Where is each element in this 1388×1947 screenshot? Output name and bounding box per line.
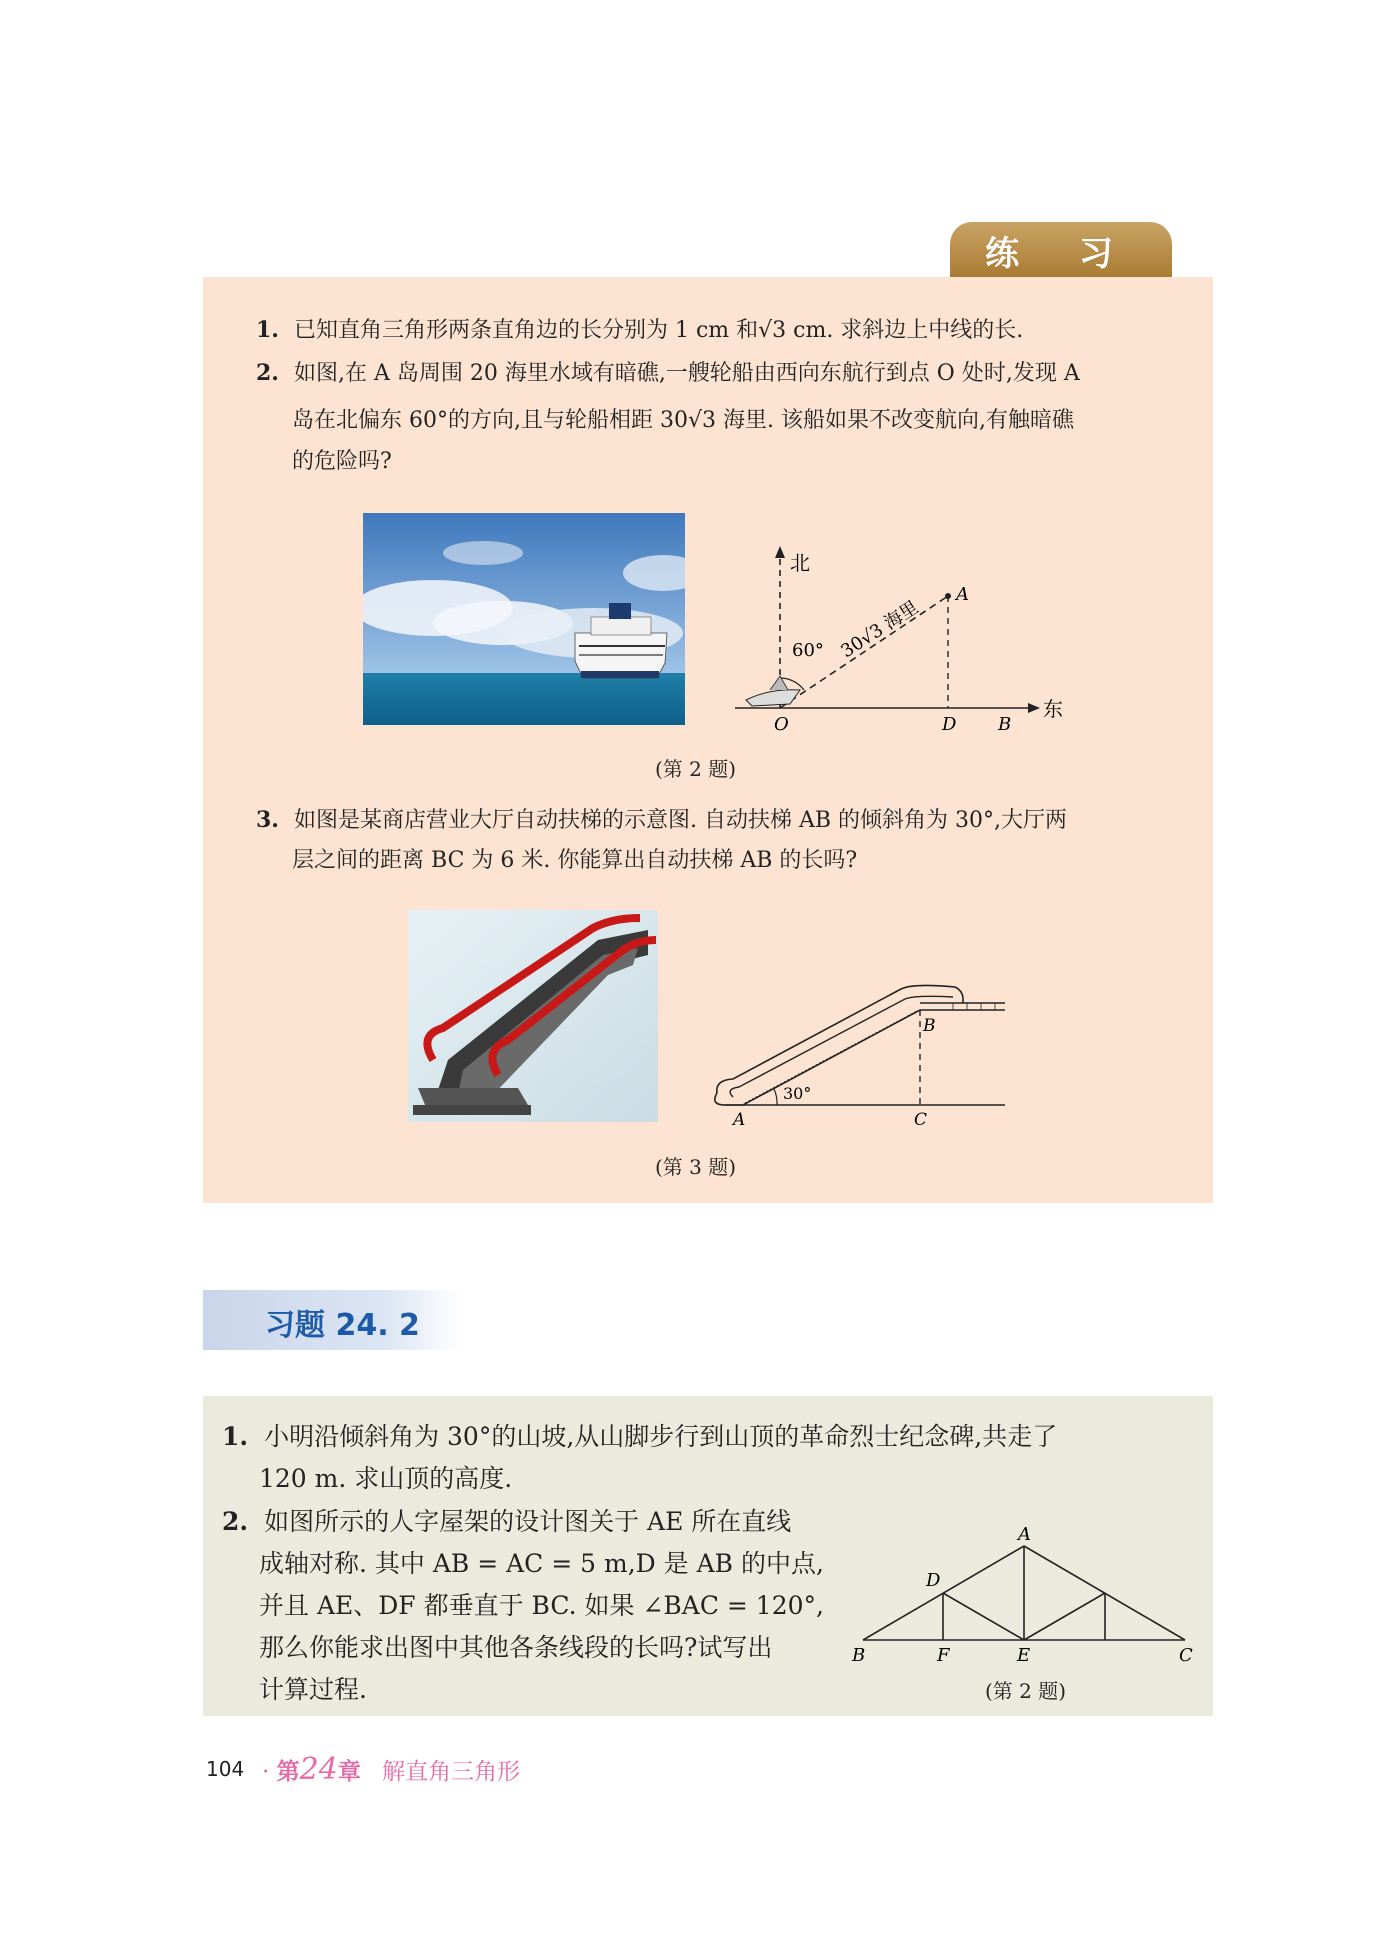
exercise-title: 习题 24. 2 [265,1308,420,1343]
point-O-label: O [774,714,789,735]
question-text: 已知直角三角形两条直角边的长分别为 1 cm 和√3 cm. 求斜边上中线的长. [293,318,1024,343]
practice-question-1 [256,319,1023,342]
distance-label: 30√3 海里 [837,596,923,663]
practice-question-2 [256,362,1080,385]
question-number: 3. [256,807,279,833]
question-text: 小明沿倾斜角为 30°的山坡,从山脚步行到山顶的革命烈士纪念碑,共走了 [264,1422,1058,1451]
chapter-suffix: 章 [337,1758,361,1785]
q3-diagram [705,975,1015,1140]
point-B-label: B [998,714,1012,735]
question-number: 2. [256,360,279,386]
angle-label: 60° [792,640,824,661]
east-label: 东 [1043,697,1063,721]
figure-caption: (第 2 题) [985,1679,1067,1703]
practice-tab-label: 练 习 [985,233,1137,274]
point-E-label: E [1017,1645,1031,1666]
question-text: 那么你能求出图中其他各条线段的长吗?试写出 [259,1633,773,1662]
angle-label: 30° [783,1084,812,1103]
question-text: 如图,在 A 岛周围 20 海里水域有暗礁,一艘轮船由西向东航行到点 O 处时,发现 A [293,361,1080,386]
chapter-number: 24 [299,1752,338,1787]
page-number: 104 [206,1757,245,1781]
question-text: 如图是某商店营业大厅自动扶梯的示意图. 自动扶梯 AB 的倾斜角为 30°,大厅两 [293,808,1067,833]
point-C-label: C [1179,1645,1193,1666]
question-text: 岛在北偏东 60°的方向,且与轮船相距 30√3 海里. 该船如果不改变航向,有触暗礁 [292,408,1074,433]
exercise-question-1 [222,1417,1057,1453]
chapter-footer [262,1752,520,1787]
question-text: 成轴对称. 其中 AB = AC = 5 m,D 是 AB 的中点, [259,1549,824,1578]
question-number: 2. [222,1507,249,1536]
question-number: 1. [222,1422,249,1451]
footer-dot: · [262,1759,270,1785]
practice-tab [950,222,1172,278]
north-label: 北 [790,551,810,575]
question-text: 层之间的距离 BC 为 6 米. 你能算出自动扶梯 AB 的长吗? [292,848,858,873]
point-D-label: D [926,1570,941,1591]
point-A-label: A [1018,1524,1031,1545]
point-D-label: D [942,714,957,735]
practice-question-3 [256,809,1067,832]
point-B-label: B [923,1016,936,1036]
question-text: 计算过程. [259,1675,367,1704]
roof-truss-diagram [850,1518,1205,1668]
question-text: 并且 AE、DF 都垂直于 BC. 如果 ∠BAC = 120°, [259,1591,824,1620]
q2-diagram [730,540,1070,740]
point-B-label: B [852,1645,866,1666]
point-A-label: A [956,584,969,605]
chapter-title: 解直角三角形 [382,1759,521,1785]
figure-caption: (第 2 题) [655,757,737,781]
point-F-label: F [937,1645,950,1666]
exercise-question-2 [222,1502,791,1538]
question-text: 如图所示的人字屋架的设计图关于 AE 所在直线 [264,1507,792,1536]
escalator-photo [408,910,658,1122]
question-text: 120 m. 求山顶的高度. [259,1464,513,1493]
question-number: 1. [256,317,279,343]
chapter-prefix: 第 [276,1758,300,1785]
point-A-label: A [733,1110,746,1130]
ship-photo [363,513,685,725]
question-text: 的危险吗? [292,449,392,474]
figure-caption: (第 3 题) [655,1155,737,1179]
point-C-label: C [914,1110,928,1130]
